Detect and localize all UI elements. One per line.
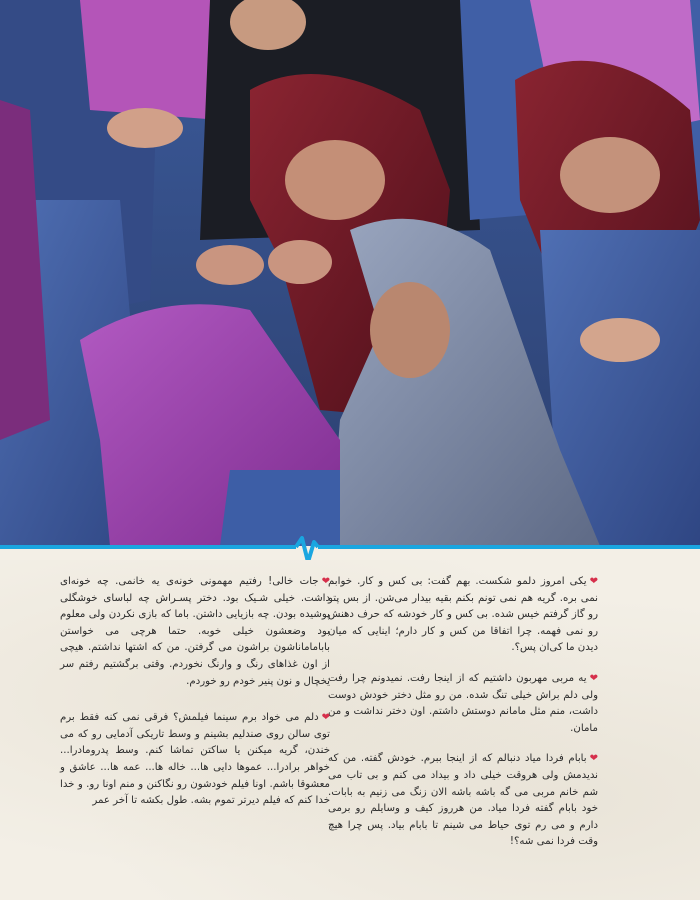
heart-icon: ❤ xyxy=(589,672,598,684)
paragraph-text: یه مربی مهربون داشتیم که از اینجا رفت. نمیدونم چرا رفت ولی دلم براش خیلی تنگ شده. من رو مثل دختر خودش دوست داشت، منم مثل مامانم دوستش داشتم. اون دختر نداشت و من مامان. xyxy=(328,672,598,734)
paragraph-text: بابام فردا میاد دنبالم که از اینجا ببرم. خودش گفته. من که ندیدمش ولی هروقت خیلی داد و بیداد می کنم و بی تاب می شم خانم مربی می گه باشه باشه الان زنگ می زنیم به بابات. خود بابام گفته فردا میاد. من هرروز کیف و وسایلم رو برمی دارم و می رم توی حیاط می شینم تا بابام بیاد. پس چرا هیچ وقت فردا نمی شه؟! xyxy=(328,753,598,848)
paragraph-text: دلم می خواد برم سینما فیلمش؟ فرقی نمی کنه فقط برم توی سالن روی صندلیم بشینم و وسط تاریکی آدمایی رو که می خندن، گریه میکنن یا ساکتن تماشا کنم. وسط پدرومادرا... خواهر برادرا... عموها دایی ها... خاله ها... عمه ها... عاشق و معشوقا باشم. اونا فیلم خودشون رو نگاکنن و منم اونا رو. و خدا خدا کنم که فیلم دیرتر تموم بشه. طول بکشه تا آخر عمر xyxy=(60,712,330,807)
heart-icon: ❤ xyxy=(321,712,330,724)
paragraph-text: یکی امروز دلمو شکست. بهم گفت: بی کس و کار. خوابم نمی بره. گریه هم نمی تونم بکنم بقیه بیدار می‌شن. از بس پتو رو گاز گرفتم خیس شده. بی کس و کار خودشه که حرف دهنش رو نمی فهمه. چرا اتفاقا من کس و کار دارم؛ اینایی که میان دیدن ما کی‌ان پس؟. xyxy=(328,576,598,654)
paragraph xyxy=(60,574,330,690)
paragraph xyxy=(328,671,598,737)
paragraph-text: جات خالی! رفتیم مهمونی خونه‌ی یه خانمی. چه خونه‌ای داشت. خیلی شـیک بود. دختر پسـراش چه لباسای خوشگلی پوشیده بودن. چه بازیایی داشتن. باما که بازی نکردن ولی معلوم بود وضعشون خیلی خوبه. حتما هرچی می خواستن باباماماناشون براشون می گرفتن. من که اشتها نداشتم. هیچی از اون غذاهای رنگ و وارنگ نخوردم. وقتی برگشتیم رفتم سر یخچال و نون پنیر خودم رو خوردم. xyxy=(60,576,330,687)
left-column xyxy=(60,574,330,824)
heart-icon: ❤ xyxy=(321,576,330,587)
heart-icon: ❤ xyxy=(589,753,598,765)
paragraph xyxy=(60,710,330,810)
heart-icon: ❤ xyxy=(589,576,598,587)
paragraph xyxy=(328,574,598,657)
text-area xyxy=(0,560,700,900)
paragraph xyxy=(328,751,598,851)
right-column xyxy=(328,574,598,865)
